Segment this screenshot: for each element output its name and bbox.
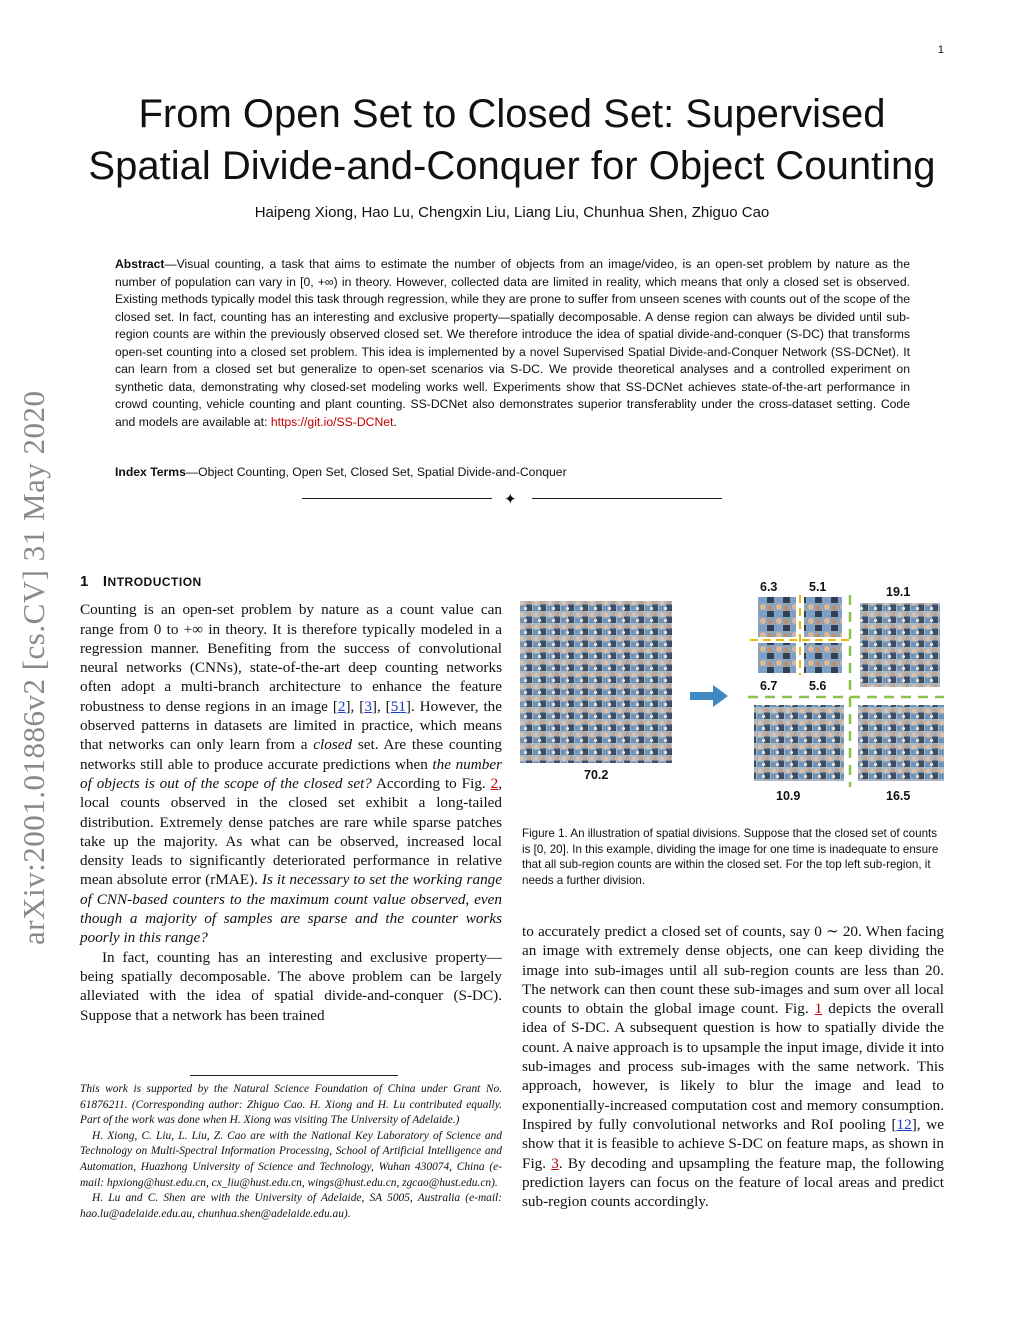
crowd-region-top-right — [860, 603, 940, 687]
label-region-bottom-left: 10.9 — [776, 789, 801, 803]
text-run: , local counts observed in the closed set exhibit a long-tailed distribution. Extremely dense patches are rare while sparse patches take up the majority. As what can be observed, increased local density leads to significantly deteriorated performance in relative mean absolute error (rMAE). — [80, 774, 502, 889]
footnote-affiliation-hust: H. Xiong, C. Liu, L. Liu, Z. Cao are with the National Key Laboratory of Science and Technology on Multi-Spectral Information Processing, School of Artificial Intelligence and Automation, Huazhong University of Science and Technology, Wuhan 430074, China (e-mail: hpxiong@hust.edu.cn, cx_liu@hust.edu.cn, wings@hust.edu.cn, zgcao@hust.edu.cn). — [80, 1129, 502, 1189]
arrow-icon — [690, 685, 728, 707]
italic-run: the number of objects is out of the scope of the closed set? — [80, 755, 502, 792]
text-run: Counting is an open-set problem by nature as a count value can range from 0 to +∞ in theory. It is therefore typically modeled in a regression manner. Benefiting from the success of convolutional neural networks (CNNs), state-of-the-art deep counting networks often adopt a multi-branch architecture to enhance the feature robustness to dense regions in an image [ — [80, 601, 502, 715]
citation-link[interactable]: 3 — [364, 697, 372, 715]
crowd-subregion-tr — [804, 597, 842, 637]
figure-1 — [518, 575, 948, 815]
code-link[interactable]: https://git.io/SS-DCNet — [270, 414, 394, 429]
italic-run: closed — [313, 736, 353, 754]
label-whole-count: 70.2 — [584, 768, 609, 782]
right-column — [522, 922, 944, 1211]
footnote-affiliation-adelaide: H. Lu and C. Shen are with the University of Adelaide, SA 5005, Australia (e-mail: hao.lu@adelaide.edu.au, chunhua.shen@adelaide.edu.au). — [80, 1192, 502, 1220]
label-subcount-bl: 6.7 — [760, 679, 778, 693]
text-run: . By decoding and upsampling the feature map, the following prediction layers can focus on the feature of local areas and predict sub-region counts accordingly. — [522, 1154, 944, 1211]
page-number: 1 — [937, 44, 944, 56]
abstract — [115, 256, 910, 431]
intro-paragraph-1 — [80, 600, 502, 947]
separator-rule-right — [532, 498, 722, 499]
title-line-1: From Open Set to Closed Set: Supervised — [138, 92, 886, 136]
text-run: ], [ — [371, 697, 391, 715]
figure-link[interactable]: 2 — [490, 774, 499, 792]
figure-1-caption: Figure 1. An illustration of spatial divisions. Suppose that the closed set of counts is [0, 20]. In this example, dividing the image for one time is inadequate to ensure that all sub-region counts are within the closed set. For the top left sub-region, it needs a further division. — [522, 827, 939, 887]
text-run: set. Are these counting networks still able to produce accurate predictions when — [80, 736, 502, 773]
footnotes — [80, 1082, 502, 1222]
section-initial: I — [102, 573, 108, 590]
crowd-image-full — [520, 601, 672, 763]
text-run: ]. However, the observed patterns in datasets are limited in practice, which means that networks can only learn from a — [80, 697, 502, 754]
crowd-subregion-br — [804, 643, 842, 673]
label-subcount-tr: 5.1 — [809, 580, 827, 594]
figure-link[interactable]: 3 — [551, 1154, 559, 1172]
citation-link[interactable]: 2 — [337, 697, 346, 715]
index-terms-label: Index Terms — [115, 465, 186, 479]
text-run: ], we show that it is feasible to achieve S-DC on feature maps, as shown in Fig. — [522, 1115, 944, 1172]
crowd-subregion-tl — [758, 597, 796, 637]
left-column — [80, 572, 502, 1025]
intro-paragraph-2: In fact, counting has an interesting and exclusive property—being spatially decomposable. The above problem can be largely alleviated with the idea of spatial divide-and-conquer (S-DC). Suppose that a network has been trained — [80, 948, 502, 1024]
section-number: 1 — [80, 573, 89, 590]
citation-link[interactable]: 51 — [390, 697, 406, 715]
intro-paragraph-3 — [522, 922, 944, 1211]
section-title-rest: NTRODUCTION — [107, 575, 202, 589]
abstract-label: Abstract — [115, 257, 165, 271]
crowd-subregion-bl — [758, 643, 796, 673]
figure-1-illustration — [518, 575, 948, 815]
italic-run: Is it necessary to set the working range of CNN-based counters to the maximum count value observed, even though a majority of samples are sparse and the counter works poorly in this range? — [80, 871, 502, 947]
text-run: depicts the overall idea of S-DC. A subsequent question is how to spatially divide the count. A naive approach is to upsample the input image, divide it into sub-images and process sub-images with the same network. This approach, however, is likely to blur the image and lead to exponentially-increased computation cost and memory consumption. Inspired by fully convolutional networks and RoI pooling [ — [522, 1000, 944, 1133]
section-heading — [80, 572, 502, 592]
figure-link[interactable]: 1 — [814, 1000, 823, 1018]
crowd-region-bottom-right — [858, 705, 944, 781]
section-separator — [302, 490, 722, 510]
footnote-rule — [190, 1075, 398, 1076]
text-run: to accurately predict a closed set of counts, say 0 ∼ 20. When facing an image with extremely dense objects, one can keep dividing the image into sub-images until all sub-region counts are less than 20. The network can then count these sub-images and sum over all local counts to obtain the global image count. Fig. — [522, 923, 944, 1018]
label-region-top-right: 19.1 — [886, 585, 911, 599]
separator-diamond-icon: ✦ — [504, 491, 517, 508]
index-terms — [115, 464, 910, 482]
abstract-end: . — [393, 414, 397, 429]
label-subcount-br: 5.6 — [809, 679, 827, 693]
text-run: ], [ — [345, 697, 365, 715]
index-terms-text: —Object Counting, Open Set, Closed Set, Spatial Divide-and-Conquer — [185, 465, 567, 479]
title-line-2: Spatial Divide-and-Conquer for Object Counting — [88, 144, 936, 188]
footnote-funding: This work is supported by the Natural Science Foundation of China under Grant No. 61876211. (Corresponding author: Zhiguo Cao. H. Xiong and H. Lu contributed equally. Part of the work was done when H. Xiong was visiting The University of Adelaide.) — [80, 1083, 502, 1127]
abstract-text: —Visual counting, a task that aims to estimate the number of objects from an image/video, is an open-set problem by nature as the number of population can vary in [0, +∞) in theory. However, collected data are limited in reality, which means that only a closed set is observed. Existing methods typically model this task through regression, while they are prone to suffer from unseen scenes with counts out of the scope of the closed set. In fact, counting has an interesting and exclusive property—spatially decomposable. A dense region can always be divided until sub-region counts are within the previously observed closed set. We therefore introduce the idea of spatial divide-and-conquer (S-DC) that transforms open-set counting into a closed set problem. This idea is implemented by a novel Supervised Spatial Divide-and-Conquer Network (SS-DCNet). It can learn from a closed set but generalize to open-set scenarios via S-DC. We provide theoretical analyses and a controlled experiment on synthetic data, demonstrating why closed-set modeling works well. Experiments show that SS-DCNet achieves state-of-the-art performance in crowd counting, vehicle counting and plant counting. SS-DCNet also demonstrates superior transferablity under the cross-dataset setting. Code and models are available at: — [115, 257, 910, 429]
paper-title — [60, 88, 964, 192]
label-subcount-tl: 6.3 — [760, 580, 778, 594]
arxiv-identifier[interactable]: arXiv:2001.01886v2 [cs.CV] 31 May 2020 — [16, 390, 51, 945]
label-region-bottom-right: 16.5 — [886, 789, 911, 803]
text-run: According to Fig. — [371, 774, 491, 792]
crowd-region-bottom-left — [754, 705, 844, 781]
separator-rule-left — [302, 498, 492, 499]
author-list: Haipeng Xiong, Hao Lu, Chengxin Liu, Liang Liu, Chunhua Shen, Zhiguo Cao — [254, 204, 770, 221]
citation-link[interactable]: 12 — [896, 1115, 912, 1133]
